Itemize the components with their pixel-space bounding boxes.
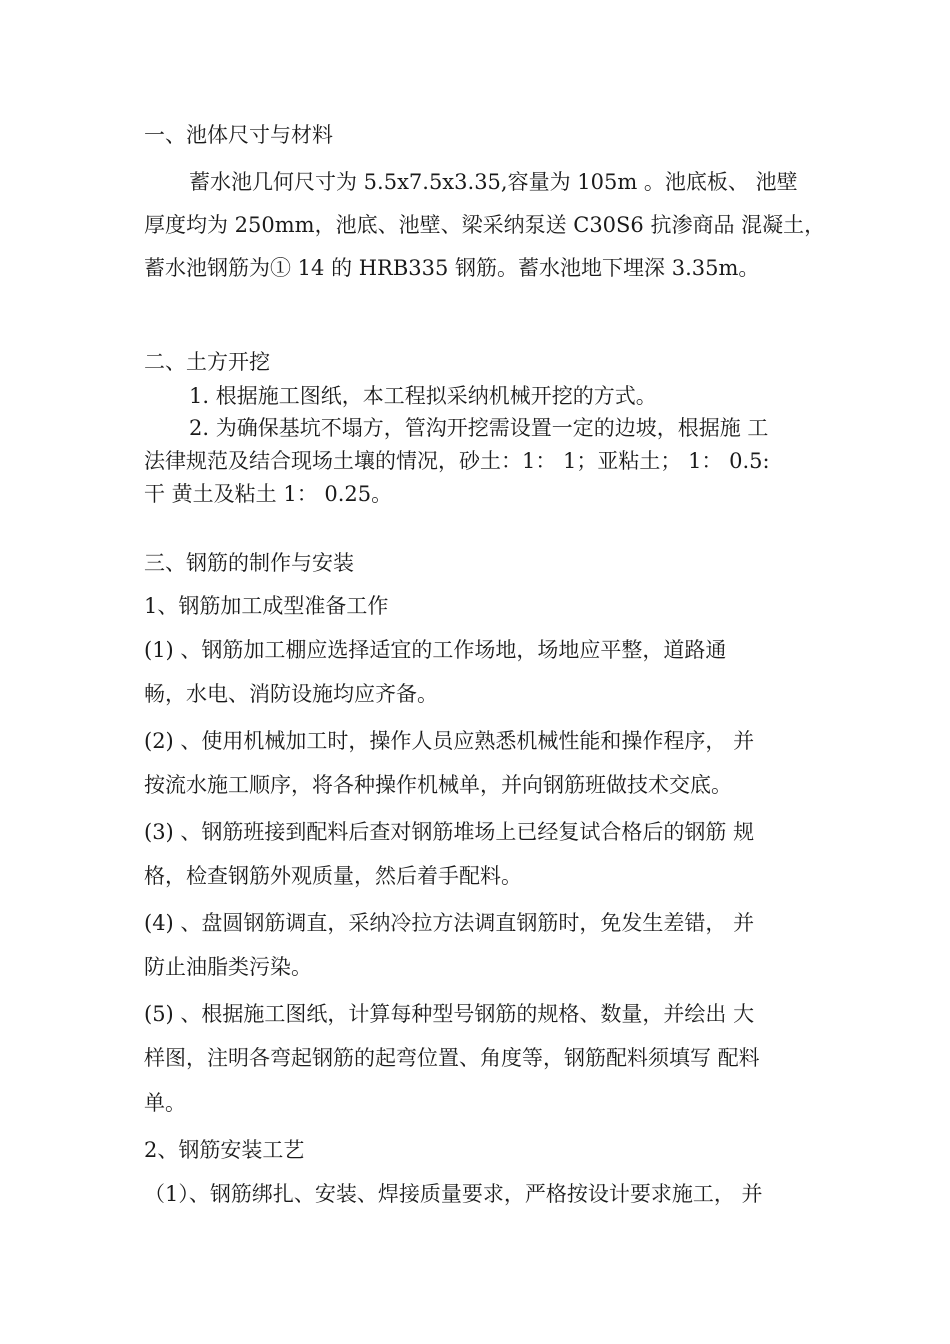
- list-item: (2) 、使用机械加工时，操作人员应熟悉机械性能和操作程序， 并: [144, 729, 755, 753]
- paragraph-line: 按流水施工顺序，将各种操作机械单，并向钢筋班做技术交底。: [144, 773, 732, 797]
- paragraph-line: 蓄水池几何尺寸为 5.5x7.5x3.35,容量为 105m 。池底板、 池壁: [189, 170, 798, 194]
- paragraph-line: 样图，注明各弯起钢筋的起弯位置、角度等，钢筋配料须填写 配料: [144, 1046, 760, 1070]
- paragraph-line: 畅，水电、消防设施均应齐备。: [144, 682, 438, 706]
- list-item: (4) 、盘圆钢筋调直，采纳冷拉方法调直钢筋时，免发生差错， 并: [144, 911, 755, 935]
- list-item: 1. 根据施工图纸，本工程拟采纳机械开挖的方式。: [189, 384, 657, 408]
- list-item: （1）、钢筋绑扎、安装、焊接质量要求，严格按设计要求施工， 并: [144, 1182, 763, 1206]
- subsection-heading: 1、钢筋加工成型准备工作: [144, 594, 389, 618]
- paragraph-line: 厚度均为 250mm，池底、池壁、梁采纳泵送 C30S6 抗渗商品 混凝土，: [144, 213, 826, 237]
- list-item: (1) 、钢筋加工棚应选择适宜的工作场地，场地应平整，道路通: [144, 638, 727, 662]
- paragraph-line: 法律规范及结合现场土壤的情况，砂土：1： 1；亚粘土； 1： 0.5:: [144, 449, 770, 473]
- paragraph-line: 干 黄土及粘土 1： 0.25。: [144, 482, 393, 506]
- paragraph-line: 防止油脂类污染。: [144, 955, 312, 979]
- subsection-heading: 2、钢筋安装工艺: [144, 1138, 305, 1162]
- list-item: 2. 为确保基坑不塌方，管沟开挖需设置一定的边坡，根据施 工: [189, 416, 769, 440]
- section-heading-2: 二、土方开挖: [144, 350, 270, 374]
- paragraph-line: 格，检查钢筋外观质量，然后着手配料。: [144, 864, 522, 888]
- list-item: (3) 、钢筋班接到配料后查对钢筋堆场上已经复试合格后的钢筋 规: [144, 820, 755, 844]
- paragraph-line: 单。: [144, 1091, 186, 1115]
- paragraph-line: 蓄水池钢筋为① 14 的 HRB335 钢筋。蓄水池地下埋深 3.35m。: [144, 256, 760, 280]
- section-heading-3: 三、钢筋的制作与安装: [144, 551, 354, 575]
- list-item: (5) 、根据施工图纸，计算每种型号钢筋的规格、数量，并绘出 大: [144, 1002, 755, 1026]
- section-heading-1: 一、池体尺寸与材料: [144, 123, 333, 147]
